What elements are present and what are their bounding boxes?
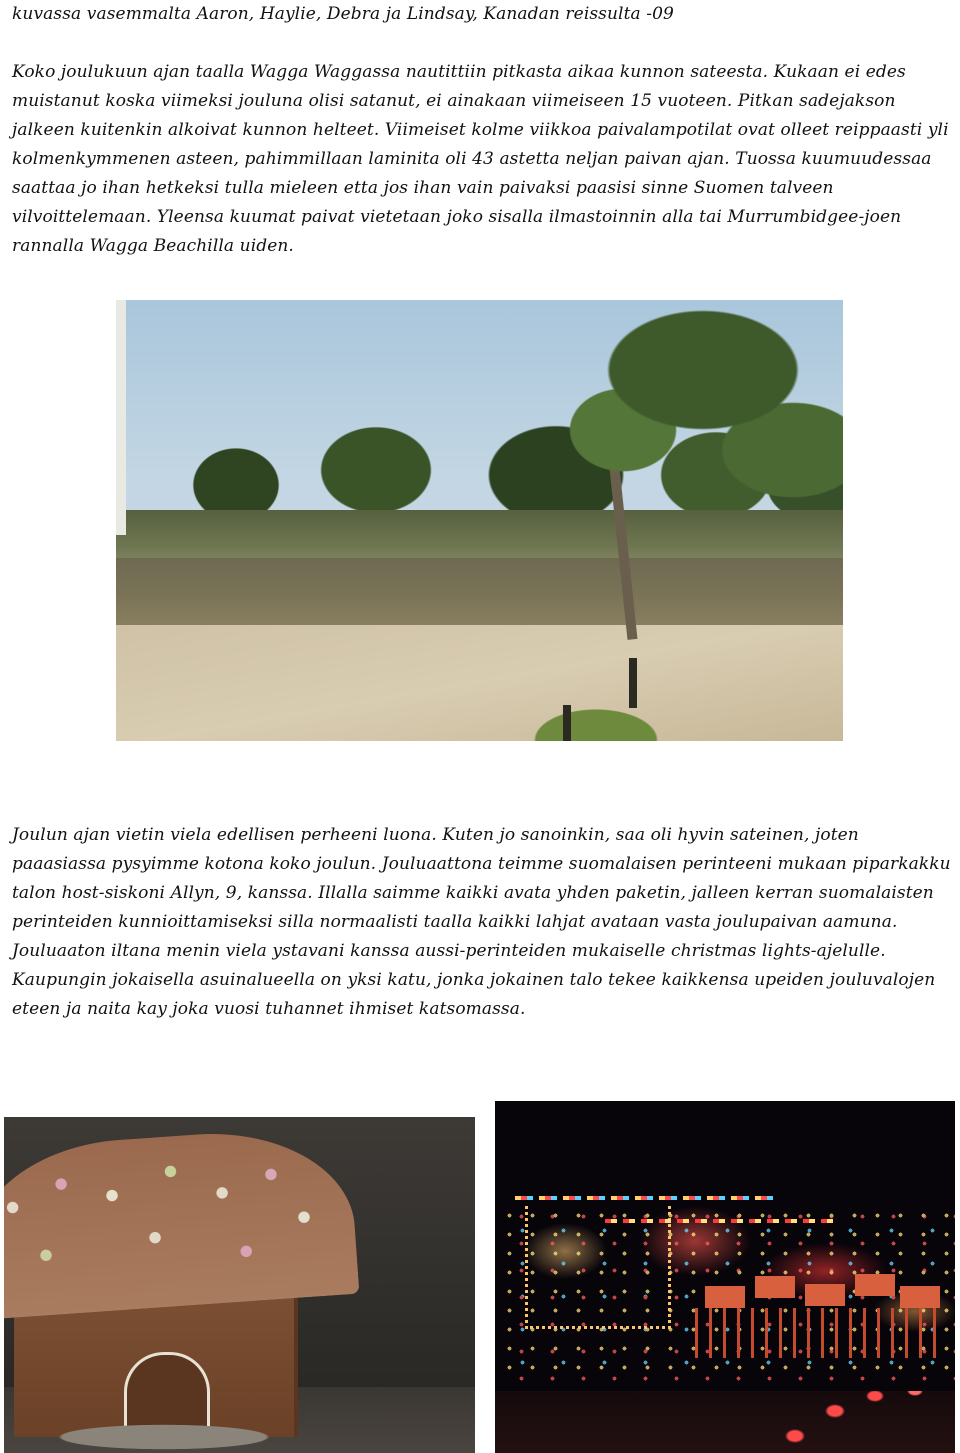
roof-lights <box>605 1219 835 1223</box>
river-beach-photo <box>116 300 843 741</box>
path-lanterns <box>495 1391 955 1453</box>
sugar-dusting <box>4 1417 324 1453</box>
roof-lights <box>515 1196 775 1200</box>
sandy-beach <box>116 625 843 741</box>
paragraph-weather: Koko joulukuun ajan taalla Wagga Waggassa nautittiin pitkasta aikaa kunnon sateesta. Kukaan ei edes muistanut koska viimeksi jouluna olisi satanut, ei ainakaan viimeiseen 15 vuoteen. Pitkan sadejakson jalkeen kuitenkin alkoivat kunnon helteet. Viimeiset kolme viikkoa paivalampotilat ovat olleet reippaasti yli kolmenkymmenen asteen, pahimmillaan laminita oli 43 astetta neljan paivan ajan. Tuossa kuumuudessaa saattaa jo ihan hetkeksi tulla mieleen etta jos ihan vain paivaksi paasisi sinne Suomen talveen vilvoittelemaan. Yleensa kuumat paivat vietetaan joko sisalla ilmastoinnin alla tai Murrumbidgee-joen rannalla Wagga Beachilla uiden. <box>12 62 949 256</box>
building-edge <box>116 300 126 535</box>
wooden-post <box>629 658 637 708</box>
candy-roof <box>4 1124 359 1320</box>
wooden-post <box>563 705 571 741</box>
lit-house <box>525 1206 671 1329</box>
photo-caption: kuvassa vasemmalta Aaron, Haylie, Debra ja Lindsay, Kanadan reissulta -09 <box>12 4 674 24</box>
reindeer-figures <box>695 1256 945 1366</box>
gingerbread-house-photo <box>4 1117 475 1453</box>
river-water <box>116 558 843 633</box>
gum-tree-canopy <box>503 300 843 540</box>
grass-tuft <box>496 680 696 741</box>
paragraph-christmas: Joulun ajan vietin viela edellisen perheeni luona. Kuten jo sanoinkin, saa oli hyvin sateinen, joten paaasiassa pysyimme kotona koko joulun. Jouluaattona teimme suomalaisen perinteeni mukaan piparkakku talon host-siskoni Allyn, 9, kanssa. Illalla saimme kaikki avata yhden paketin, jalleen kerran suomalaisten perinteiden kunnioittamiseksi silla normaalisti taalla kaikki lahjat avataan vasta joulupaivan aamuna. Jouluaaton iltana menin viela ystavani kanssa aussi-perinteiden mukaiselle christmas lights-ajelulle. Kaupungin jokaisella asuinalueella on yksi katu, jonka jokainen talo tekee kaikkensa upeiden jouluvalojen eteen ja naita kay joka vuosi tuhannet ihmiset katsomassa. <box>12 825 951 1019</box>
christmas-lights-photo <box>495 1101 955 1453</box>
